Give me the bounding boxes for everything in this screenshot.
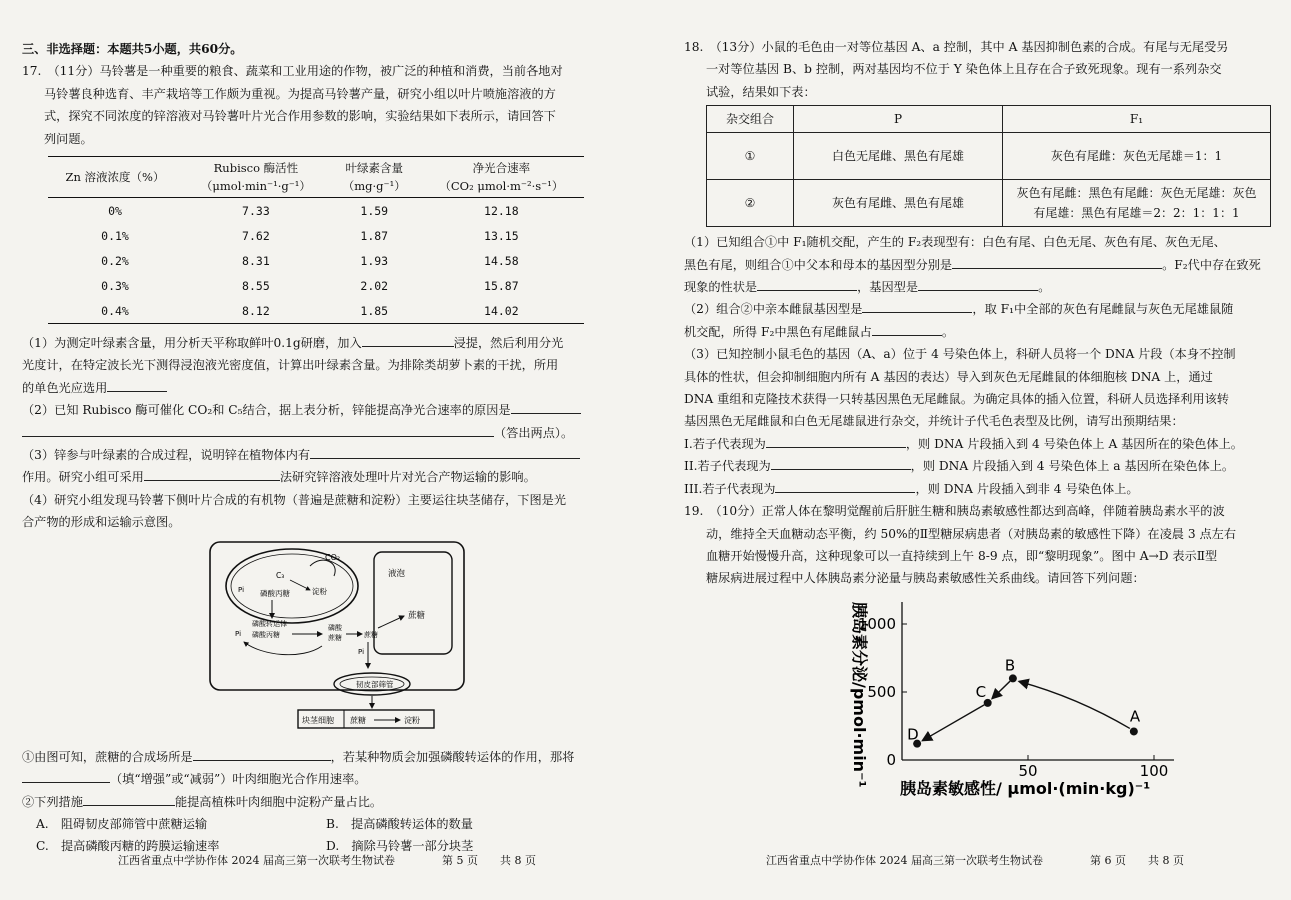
q17-intro: [22, 60, 623, 150]
y-tick-label: 0: [886, 750, 896, 769]
y-axis-label: 胰岛素分泌/pmol·min⁻¹: [850, 601, 869, 788]
table-header: 杂交组合: [707, 106, 794, 133]
data-point: [1130, 727, 1138, 735]
answer-blank[interactable]: [757, 277, 857, 291]
answer-blank[interactable]: [872, 322, 942, 336]
q18-3-line: （3）已知控制小鼠毛色的基因（A、a）位于 4 号染色体上，科研人员将一个 DNA 片段（本身不控制: [684, 347, 1236, 362]
table-row: 0% 7.33 1.59 12.18: [108, 203, 519, 218]
table-row: 0.1% 7.62 1.87 13.15: [101, 228, 519, 243]
table-header: P: [794, 106, 1003, 133]
q17-intro-line: 马铃薯良种选育、丰产栽培等工作颇为重视。为提高马铃薯产量，研究小组以叶片喷施溶液的方: [44, 86, 556, 101]
x-axis-label: 胰岛素敏感性/ μmol·(min·kg)⁻¹: [900, 778, 1151, 798]
tuber-starch-label: 淀粉: [404, 715, 420, 725]
answer-blank[interactable]: [22, 423, 494, 437]
table-row: ① 白色无尾雌、黑色有尾雄 灰色有尾雌：灰色无尾雄＝1：1: [707, 133, 1271, 180]
q19-line: 血糖开始慢慢升高，这种现象可以一直持续到上午 8-9 点，即“黎明现象”。图中 A→D 表示Ⅱ型: [706, 548, 1218, 563]
point-label: B: [1004, 656, 1016, 675]
answer-blank[interactable]: [107, 378, 167, 392]
table-header: Rubisco 酶活性 （μmol·min⁻¹·g⁻¹）: [200, 161, 311, 194]
q17-intro-line: 17. （11分）马铃薯是一种重要的粮食、蔬菜和工业用途的作物，被广泛的种植和消费，当前各地对: [22, 64, 563, 79]
x-tick-label: 50: [1018, 761, 1038, 780]
table-row: ② 灰色有尾雌、黑色有尾雄 灰色有尾雌：黑色有尾雌：灰色无尾雄：灰色 有尾雄：黑色有尾雄＝2：2：1：1：1: [707, 180, 1271, 227]
q19-line: 19. （10分）正常人体在黎明觉醒前后肝脏生糖和胰岛素敏感性都达到高峰，伴随着胰岛素水平的波: [684, 504, 1225, 519]
sucrose-phosphate-label: 磷酸: [328, 623, 342, 632]
transporter-label: 磷酸转运体: [252, 619, 287, 628]
co2-label: CO₂: [325, 552, 341, 562]
option-c[interactable]: C. 提高磷酸丙糖的跨膜运输速率: [36, 839, 220, 854]
options-row: [22, 813, 623, 835]
vacuole-sucrose-label: 蔗糖: [408, 610, 426, 621]
q17-1: （1）为测定叶绿素含量，用分析天平称取鲜叶0.1g研磨，加入 浸提，然后利用分光: [22, 332, 623, 354]
sucrose-phosphate-label-2: 蔗糖: [328, 633, 342, 642]
q18-intro-line: 18. （13分）小鼠的毛色由一对等位基因 A、a 控制，其中 A 基因抑制色素的合成。有尾与无尾受另: [684, 40, 1229, 54]
q17-intro-line: 列问题。: [44, 131, 93, 146]
answer-blank[interactable]: [775, 479, 915, 493]
vacuole-label: 液泡: [388, 568, 406, 579]
q17-4-cont: 合产物的形成和运输示意图。: [22, 515, 181, 530]
curve-segment: [922, 705, 984, 741]
answer-blank[interactable]: [83, 792, 175, 806]
q17-intro-line: 式，探究不同浓度的锌溶液对马铃薯叶片光合作用参数的影响，实验结果如下表所示，请回答下: [44, 109, 556, 124]
q19-line: 动，维持全天血糖动态平衡，约 50%的Ⅱ型糖尿病患者（对胰岛素的敏感性下降）在凌晨 3 点左右: [706, 526, 1237, 541]
q17-1-cont: 光度计，在特定波长光下测得浸泡液光密度值，计算出叶绿素含量。为排除类胡萝卜素的干扰，所用: [22, 358, 559, 373]
table-header: 叶绿素含量 （mg·g⁻¹）: [342, 161, 406, 194]
page-right: [646, 0, 1291, 900]
pi-label: Pi: [238, 585, 245, 594]
answer-blank[interactable]: [511, 400, 581, 414]
answer-blank[interactable]: [22, 769, 110, 783]
pi-label-2: Pi: [235, 629, 242, 638]
triose-phosphate-label-2: 磷酸丙糖: [252, 630, 280, 639]
footer-page: 第 5 页 共 8 页: [442, 854, 536, 867]
q18-2-cont: 机交配，所得 F₂中黑色有尾雌鼠占 。: [684, 321, 1281, 343]
q17-3: （3）锌参与叶绿素的合成过程，说明锌在植物体内有: [22, 444, 623, 466]
q17-2: （2）已知 Rubisco 酶可催化 CO₂和 C₅结合，据上表分析，锌能提高净光合速率的原因是: [22, 399, 623, 421]
q17-3-cont: 作用。研究小组可采用 法研究锌溶液处理叶片对光合产物运输的影响。: [22, 466, 623, 488]
option-b[interactable]: B. 提高磷酸转运体的数量: [326, 816, 473, 831]
footer-title: 江西省重点中学协作体 2024 届高三第一次联考生物试卷: [118, 854, 395, 867]
table-row: 0.4% 8.12 1.85 14.02: [48, 298, 584, 324]
page-left: [0, 0, 645, 900]
table-header: F₁: [1003, 106, 1271, 133]
q18-1-cont: 黑色有尾，则组合①中父本和母本的基因型分别是 。F₂代中存在致死: [684, 254, 1281, 276]
answer-blank[interactable]: [193, 747, 331, 761]
tuber-cell-label: 块茎细胞: [302, 715, 334, 725]
curve-segment: [992, 681, 1010, 699]
table-row: 0.2% 8.31 1.93 14.58: [101, 253, 519, 268]
answer-blank[interactable]: [862, 299, 972, 313]
y-tick-label: 1000: [857, 614, 896, 633]
q17-4-1: ①由图可知，蔗糖的合成场所是 ，若某种物质会加强磷酸转运体的作用，那将: [22, 746, 623, 768]
answer-blank[interactable]: [362, 333, 454, 347]
q18-1-end: 现象的性状是 ，基因型是 。: [684, 276, 1281, 298]
table-row: 0.3% 8.55 2.02 15.87: [101, 278, 519, 293]
footer-title: 江西省重点中学协作体 2024 届高三第一次联考生物试卷: [766, 854, 1043, 867]
answer-blank[interactable]: [310, 445, 580, 459]
q17-4-1-cont: （填“增强”或“减弱”）叶肉细胞光合作用速率。: [22, 768, 623, 790]
answer-blank[interactable]: [766, 434, 906, 448]
q19-line: 糖尿病进展过程中人体胰岛素分泌量与胰岛素敏感性关系曲线。请回答下列问题：: [706, 571, 1145, 586]
q17-2-cont: （答出两点）。: [22, 422, 623, 444]
c3-label: C₃: [276, 570, 285, 580]
data-point: [1009, 674, 1017, 682]
q17-1-end: 的单色光应选用: [22, 377, 623, 399]
q18-intro-line: 试验，结果如下表：: [706, 84, 816, 99]
answer-blank[interactable]: [918, 277, 1038, 291]
insulin-chart: [824, 594, 1264, 824]
cross-results-table: [706, 105, 1271, 227]
starch-label: 淀粉: [312, 586, 327, 596]
answer-blank[interactable]: [771, 456, 911, 470]
q18-1: （1）已知组合①中 F₁随机交配，产生的 F₂表现型有：白色有尾、白色无尾、灰色有尾、灰色无尾、: [684, 235, 1226, 250]
q18-3-result-2: II.若子代表现为 ，则 DNA 片段插入到 4 号染色体上 a 基因所在染色体上。: [684, 455, 1281, 477]
vacuole: [374, 552, 452, 654]
footer-page: 第 6 页 共 8 页: [1090, 854, 1184, 867]
q18-3-result-1: I.若子代表现为 ，则 DNA 片段插入到 4 号染色体上 A 基因所在的染色体上。: [684, 433, 1281, 455]
y-tick-label: 500: [867, 682, 896, 701]
table-header: Zn 溶液浓度（%）: [65, 170, 165, 185]
tuber-sucrose-label: 蔗糖: [350, 715, 366, 725]
q18-3-result-3: III.若子代表现为 ，则 DNA 片段插入到非 4 号染色体上。: [684, 478, 1281, 500]
q18-3-line: 基因黑色无尾雌鼠和白色无尾雄鼠进行杂交，并统计子代毛色表型及比例，请写出预期结果：: [684, 414, 1184, 429]
sieve-tube-label: 韧皮部筛管: [356, 679, 394, 689]
q18-intro-line: 一对等位基因 B、b 控制，两对基因均不位于 Y 染色体上且存在合子致死现象。现有一系列杂交: [706, 62, 1222, 77]
answer-blank[interactable]: [144, 467, 280, 481]
photosynthesis-diagram: [22, 536, 622, 736]
x-tick-label: 100: [1139, 761, 1169, 780]
zinc-results-table: [48, 156, 584, 324]
q17-4-2: ②下列措施 能提高植株叶肉细胞中淀粉产量占比。: [22, 791, 623, 813]
sucrose-label: 蔗糖: [364, 630, 378, 639]
section-header: 三、非选择题：本题共5小题，共60分。: [22, 42, 243, 56]
curve-a-b: [1019, 681, 1130, 728]
option-a[interactable]: A. 阻碍韧皮部筛管中蔗糖运输: [36, 816, 208, 831]
point-label: C: [975, 682, 987, 701]
q18-2: （2）组合②中亲本雌鼠基因型是 ，取 F₁中全部的灰色有尾雌鼠与灰色无尾雄鼠随: [684, 298, 1281, 320]
triose-phosphate-label: 磷酸丙糖: [260, 588, 290, 598]
option-d[interactable]: D. 摘除马铃薯一部分块茎: [326, 839, 474, 854]
point-label: A: [1129, 707, 1141, 726]
q18-3-line: DNA 重组和克隆技术获得一只转基因黑色无尾雌鼠。为确定具体的插入位置，科研人员选择利用该转: [684, 392, 1229, 407]
table-header: 净光合速率 （CO₂ μmol·m⁻²·s⁻¹）: [439, 161, 564, 194]
answer-blank[interactable]: [952, 255, 1162, 269]
q17-4: （4）研究小组发现马铃薯下侧叶片合成的有机物（普遍是蔗糖和淀粉）主要运往块茎储存，下图是光: [22, 492, 567, 507]
point-label: D: [907, 725, 919, 744]
pi-label-3: Pi: [358, 647, 365, 656]
q18-3-line: 具体的性状，但会抑制细胞内所有 A 基因的表达）导入到灰色无尾雌鼠的体细胞核 DNA 上，通过: [684, 369, 1213, 384]
